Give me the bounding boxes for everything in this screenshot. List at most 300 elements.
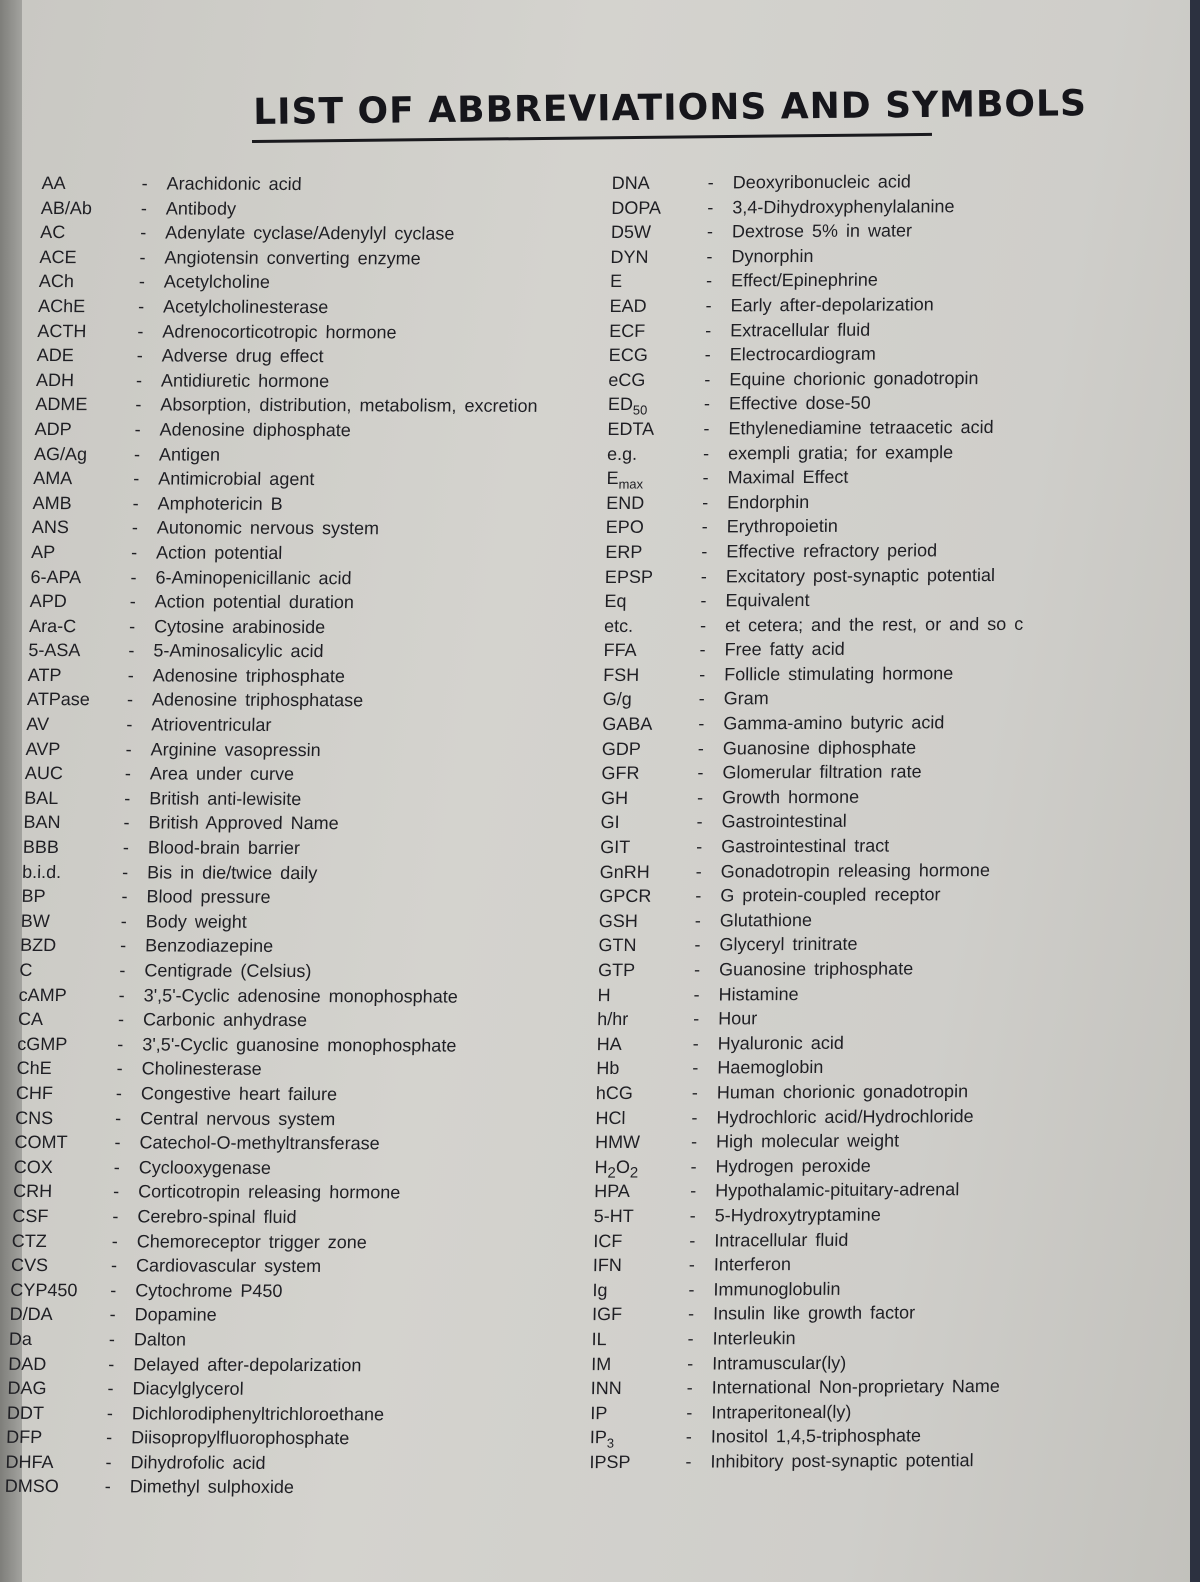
separator-dash: - bbox=[699, 615, 707, 636]
abbreviation-term: $E_{max}$ bbox=[606, 468, 644, 492]
abbreviation-definition: Free fatty acid bbox=[724, 639, 845, 660]
abbreviation-definition: Adrenocorticotropic hormone bbox=[162, 321, 397, 342]
separator-dash: - bbox=[109, 1304, 116, 1325]
abbreviation-definition: Antimicrobial agent bbox=[158, 468, 315, 490]
abbreviation-term: ADH bbox=[35, 369, 75, 390]
abbreviation-definition: Angiotensin converting enzyme bbox=[164, 247, 422, 269]
separator-dash: - bbox=[137, 320, 144, 341]
abbreviation-definition: Benzodiazepine bbox=[144, 935, 274, 957]
separator-dash: - bbox=[123, 812, 130, 833]
abbreviation-definition: Deoxyribonucleic acid bbox=[732, 171, 912, 193]
abbreviation-term: Ig bbox=[592, 1279, 608, 1300]
abbreviation-row bbox=[31, 540, 592, 567]
abbreviation-definition: Hydrochloric acid/Hydrochloride bbox=[716, 1105, 974, 1128]
abbreviation-definition: British Approved Name bbox=[148, 812, 339, 834]
separator-dash: - bbox=[693, 984, 700, 1005]
abbreviation-row bbox=[606, 512, 1166, 540]
abbreviation-definition: Cytosine arabinoside bbox=[153, 616, 326, 637]
abbreviation-row bbox=[23, 810, 584, 837]
abbreviation-definition: Atrioventricular bbox=[151, 714, 272, 735]
abbreviation-definition: Guanosine diphosphate bbox=[722, 737, 917, 759]
abbreviation-row bbox=[35, 392, 596, 419]
abbreviation-definition: Erythropoietin bbox=[726, 516, 839, 537]
abbreviation-column-right bbox=[589, 168, 1172, 1475]
abbreviation-term: C bbox=[19, 959, 33, 980]
separator-dash: - bbox=[117, 1034, 124, 1055]
abbreviation-term: AP bbox=[30, 541, 56, 562]
abbreviation-term: BZD bbox=[19, 935, 57, 956]
abbreviation-term: AUC bbox=[24, 763, 64, 784]
abbreviation-term: AG/Ag bbox=[33, 443, 88, 464]
separator-dash: - bbox=[705, 295, 712, 316]
abbreviation-term: DDT bbox=[6, 1402, 45, 1423]
abbreviation-term: ACTH bbox=[37, 320, 87, 341]
abbreviation-definition: Haemoglobin bbox=[717, 1057, 824, 1078]
separator-dash: - bbox=[137, 296, 145, 317]
separator-dash: - bbox=[135, 370, 143, 391]
abbreviation-term: hCG bbox=[595, 1082, 634, 1104]
page-title: LIST OF ABBREVIATIONS AND SYMBOLS bbox=[253, 83, 1088, 133]
abbreviation-term: CVS bbox=[10, 1255, 49, 1276]
abbreviation-term: ADME bbox=[35, 394, 88, 415]
abbreviation-term: DOPA bbox=[611, 197, 662, 218]
abbreviation-definition: Guanosine triphosphate bbox=[718, 958, 914, 980]
separator-dash: - bbox=[691, 1082, 699, 1103]
abbreviation-term: DAD bbox=[7, 1353, 47, 1374]
separator-dash: - bbox=[104, 1476, 112, 1497]
abbreviation-definition: Hour bbox=[718, 1008, 758, 1029]
separator-dash: - bbox=[128, 616, 136, 637]
abbreviation-definition: Antibody bbox=[165, 198, 237, 219]
abbreviation-definition: Diacylglycerol bbox=[132, 1378, 244, 1399]
abbreviation-row bbox=[12, 1204, 573, 1231]
abbreviation-term: GI bbox=[600, 812, 620, 833]
abbreviation-definition: Diisopropylfluorophosphate bbox=[130, 1427, 350, 1449]
separator-dash: - bbox=[105, 1427, 113, 1448]
separator-dash: - bbox=[127, 665, 135, 686]
separator-dash: - bbox=[706, 246, 713, 267]
abbreviation-definition: Effective dose-50 bbox=[728, 392, 871, 414]
abbreviation-row bbox=[607, 414, 1167, 442]
separator-dash: - bbox=[133, 443, 141, 464]
abbreviation-definition: Area under curve bbox=[149, 763, 295, 785]
abbreviation-definition: Human chorionic gonadotropin bbox=[716, 1081, 969, 1103]
abbreviation-row bbox=[41, 171, 602, 198]
abbreviation-row bbox=[11, 1253, 572, 1280]
abbreviation-term: IL bbox=[591, 1328, 607, 1350]
abbreviation-definition: Cholinesterase bbox=[141, 1058, 262, 1080]
abbreviation-row bbox=[592, 1299, 1152, 1327]
abbreviation-definition: Glyceryl trinitrate bbox=[719, 934, 858, 955]
abbreviation-definition: Growth hormone bbox=[721, 786, 860, 808]
abbreviation-term: GDP bbox=[601, 738, 642, 759]
abbreviation-row bbox=[7, 1401, 568, 1428]
abbreviation-term: eCG bbox=[608, 369, 646, 390]
abbreviation-row bbox=[9, 1327, 570, 1354]
abbreviation-row bbox=[598, 931, 1158, 959]
abbreviation-definition: Dalton bbox=[133, 1329, 187, 1350]
abbreviation-term: e.g. bbox=[606, 443, 638, 464]
abbreviation-row bbox=[25, 737, 586, 764]
abbreviation-row bbox=[20, 909, 581, 936]
abbreviation-row bbox=[609, 340, 1169, 368]
abbreviation-row bbox=[596, 1078, 1156, 1106]
abbreviation-definition: Hyaluronic acid bbox=[717, 1032, 844, 1054]
abbreviation-definition: Hypothalamic-pituitary-adrenal bbox=[715, 1179, 960, 1201]
abbreviation-definition: Ethylenediamine tetraacetic acid bbox=[728, 416, 994, 439]
abbreviation-row bbox=[594, 1177, 1154, 1205]
separator-dash: - bbox=[121, 886, 128, 907]
abbreviation-term: Eq bbox=[604, 591, 627, 612]
abbreviation-definition: Adenosine diphosphate bbox=[159, 419, 352, 441]
abbreviation-definition: Delayed after-depolarization bbox=[132, 1353, 362, 1375]
abbreviation-definition: Antidiuretic hormone bbox=[160, 370, 330, 391]
abbreviation-definition: Centigrade (Celsius) bbox=[144, 960, 312, 982]
abbreviation-row bbox=[600, 857, 1160, 885]
abbreviation-definition: Antigen bbox=[158, 443, 221, 465]
abbreviation-definition: Bis in die/twice daily bbox=[146, 862, 318, 883]
abbreviation-definition: Cardiovascular system bbox=[135, 1255, 322, 1277]
abbreviation-term: FSH bbox=[603, 664, 640, 685]
separator-dash: - bbox=[704, 344, 711, 365]
abbreviation-row bbox=[591, 1324, 1151, 1352]
abbreviation-definition: Autonomic nervous system bbox=[156, 517, 380, 539]
abbreviation-term: 5-HT bbox=[593, 1205, 634, 1227]
separator-dash: - bbox=[689, 1230, 696, 1251]
abbreviation-term: BAN bbox=[23, 812, 61, 833]
abbreviation-row bbox=[610, 266, 1170, 294]
abbreviation-term: 6-APA bbox=[30, 566, 82, 587]
separator-dash: - bbox=[107, 1378, 114, 1399]
separator-dash: - bbox=[696, 836, 703, 857]
abbreviation-row bbox=[9, 1302, 570, 1329]
abbreviation-row bbox=[602, 709, 1162, 737]
separator-dash: - bbox=[690, 1131, 698, 1152]
abbreviation-row bbox=[601, 758, 1161, 786]
separator-dash: - bbox=[690, 1180, 697, 1201]
separator-dash: - bbox=[705, 320, 712, 341]
separator-dash: - bbox=[697, 738, 705, 759]
abbreviation-row bbox=[606, 488, 1166, 516]
abbreviation-row bbox=[18, 983, 579, 1010]
separator-dash: - bbox=[693, 1008, 700, 1029]
separator-dash: - bbox=[125, 738, 132, 760]
abbreviation-row bbox=[27, 663, 588, 690]
abbreviation-definition: Excitatory post-synaptic potential bbox=[725, 564, 996, 586]
abbreviation-row bbox=[599, 881, 1159, 909]
abbreviation-term: HPA bbox=[594, 1181, 631, 1202]
abbreviation-term: ECF bbox=[609, 320, 646, 341]
abbreviation-definition: exempli gratia; for example bbox=[727, 441, 954, 463]
separator-dash: - bbox=[699, 664, 706, 685]
separator-dash: - bbox=[132, 493, 139, 514]
separator-dash: - bbox=[129, 591, 137, 612]
abbreviation-term: AB/Ab bbox=[40, 197, 93, 218]
abbreviation-term: AV bbox=[26, 714, 50, 735]
abbreviation-term: EDTA bbox=[607, 418, 655, 439]
abbreviation-row bbox=[595, 1103, 1155, 1131]
abbreviation-term: FFA bbox=[603, 640, 637, 661]
abbreviation-row bbox=[13, 1155, 574, 1182]
abbreviation-definition: Congestive heart failure bbox=[140, 1083, 338, 1105]
abbreviation-term: EPO bbox=[605, 517, 644, 538]
separator-dash: - bbox=[687, 1328, 694, 1349]
separator-dash: - bbox=[110, 1279, 117, 1301]
abbreviation-row bbox=[605, 537, 1165, 565]
abbreviation-term: 5-ASA bbox=[28, 640, 81, 661]
abbreviation-term: b.i.d. bbox=[21, 861, 62, 882]
abbreviation-definition: Immunoglobulin bbox=[713, 1278, 841, 1300]
separator-dash: - bbox=[696, 787, 704, 808]
separator-dash: - bbox=[114, 1132, 121, 1153]
abbreviation-definition: Extracellular fluid bbox=[730, 319, 871, 340]
abbreviation-row bbox=[591, 1373, 1151, 1401]
abbreviation-term: GPCR bbox=[599, 886, 652, 907]
abbreviation-term: BW bbox=[20, 910, 51, 931]
abbreviation-definition: Carbonic anhydrase bbox=[142, 1009, 308, 1031]
abbreviation-definition: Gastrointestinal bbox=[721, 811, 847, 832]
separator-dash: - bbox=[690, 1156, 697, 1177]
abbreviation-term: ADE bbox=[36, 345, 75, 366]
abbreviation-row bbox=[594, 1152, 1154, 1180]
abbreviation-definition: 3',5'-Cyclic guanosine monophosphate bbox=[142, 1034, 457, 1056]
abbreviation-definition: Histamine bbox=[718, 983, 799, 1005]
separator-dash: - bbox=[112, 1206, 119, 1227]
abbreviation-term: ACh bbox=[38, 271, 75, 292]
abbreviation-definition: Absorption, distribution, metabolism, excretion bbox=[160, 394, 538, 417]
abbreviation-definition: Intracellular fluid bbox=[714, 1229, 849, 1251]
separator-dash: - bbox=[704, 369, 711, 390]
abbreviation-definition: Blood-brain barrier bbox=[147, 837, 301, 859]
abbreviation-row bbox=[15, 1105, 576, 1132]
abbreviation-term: BP bbox=[21, 886, 46, 907]
abbreviation-definition: Dopamine bbox=[134, 1304, 217, 1325]
abbreviation-row bbox=[601, 783, 1161, 811]
separator-dash: - bbox=[122, 837, 130, 858]
abbreviation-row bbox=[39, 269, 600, 296]
separator-dash: - bbox=[691, 1107, 698, 1128]
abbreviation-definition: Effective refractory period bbox=[726, 540, 938, 562]
abbreviation-term: CTZ bbox=[11, 1230, 48, 1251]
abbreviation-row bbox=[18, 1007, 579, 1034]
abbreviation-term: cGMP bbox=[17, 1033, 68, 1054]
abbreviation-row bbox=[10, 1278, 571, 1305]
abbreviation-row bbox=[23, 835, 584, 862]
abbreviation-row bbox=[605, 562, 1165, 590]
abbreviation-row bbox=[606, 463, 1166, 491]
separator-dash: - bbox=[688, 1254, 696, 1275]
separator-dash: - bbox=[696, 811, 703, 833]
abbreviation-row bbox=[34, 442, 595, 469]
separator-dash: - bbox=[701, 516, 708, 537]
abbreviation-definition: Amphotericin B bbox=[157, 493, 283, 514]
abbreviation-definition: Intraperitoneal(ly) bbox=[711, 1401, 852, 1423]
separator-dash: - bbox=[694, 910, 702, 931]
abbreviation-definition: Dynorphin bbox=[731, 245, 814, 267]
abbreviation-term: CSF bbox=[12, 1205, 49, 1226]
abbreviation-term: HCl bbox=[595, 1107, 626, 1128]
abbreviation-term: COMT bbox=[14, 1132, 68, 1153]
abbreviation-row bbox=[30, 564, 591, 591]
separator-dash: - bbox=[686, 1402, 693, 1423]
abbreviation-term: GH bbox=[600, 787, 629, 808]
abbreviation-row bbox=[34, 417, 595, 444]
separator-dash: - bbox=[692, 1057, 699, 1078]
separator-dash: - bbox=[686, 1377, 693, 1398]
abbreviation-definition: Catechol-O-methyltransferase bbox=[139, 1132, 380, 1154]
abbreviation-row bbox=[7, 1376, 568, 1403]
abbreviation-term: H bbox=[597, 984, 611, 1005]
separator-dash: - bbox=[120, 911, 128, 932]
abbreviation-definition: Dimethyl sulphoxide bbox=[129, 1476, 295, 1498]
separator-dash: - bbox=[128, 640, 135, 661]
abbreviation-term: GIT bbox=[600, 836, 631, 858]
abbreviation-row bbox=[599, 906, 1159, 934]
abbreviation-term: etc. bbox=[603, 615, 634, 636]
abbreviation-definition: 5-Aminosalicylic acid bbox=[153, 640, 324, 662]
abbreviation-definition: Effect/Epinephrine bbox=[730, 269, 879, 291]
abbreviation-row bbox=[11, 1228, 572, 1255]
abbreviation-row bbox=[41, 196, 602, 223]
abbreviation-term: BBB bbox=[22, 836, 60, 858]
separator-dash: - bbox=[698, 688, 705, 710]
abbreviation-term: APD bbox=[29, 591, 68, 612]
separator-dash: - bbox=[134, 419, 141, 440]
abbreviation-row bbox=[608, 365, 1168, 393]
separator-dash: - bbox=[700, 590, 707, 611]
abbreviation-row bbox=[607, 439, 1167, 467]
abbreviation-row bbox=[27, 687, 588, 714]
abbreviation-row bbox=[590, 1422, 1150, 1450]
abbreviation-row bbox=[604, 586, 1164, 614]
separator-dash: - bbox=[698, 713, 705, 734]
abbreviation-row bbox=[16, 1081, 577, 1108]
abbreviation-definition: Electrocardiogram bbox=[729, 343, 877, 365]
separator-dash: - bbox=[697, 762, 704, 783]
abbreviation-definition: G protein-coupled receptor bbox=[720, 884, 941, 906]
abbreviation-term: GTN bbox=[598, 935, 637, 956]
abbreviation-term: DMSO bbox=[4, 1476, 60, 1497]
separator-dash: - bbox=[139, 247, 146, 268]
abbreviation-term: E bbox=[609, 271, 623, 292]
abbreviation-definition: Early after-depolarization bbox=[730, 294, 934, 316]
abbreviation-row bbox=[597, 1004, 1157, 1032]
abbreviation-row bbox=[597, 1029, 1157, 1057]
separator-dash: - bbox=[106, 1402, 114, 1423]
abbreviation-row bbox=[600, 808, 1160, 836]
separator-dash: - bbox=[685, 1426, 693, 1447]
abbreviation-term: ChE bbox=[16, 1058, 52, 1079]
abbreviation-row bbox=[32, 515, 593, 542]
separator-dash: - bbox=[702, 443, 710, 464]
abbreviation-term: cAMP bbox=[18, 984, 68, 1005]
abbreviation-row bbox=[29, 589, 590, 616]
abbreviation-definition: Maximal Effect bbox=[727, 466, 849, 488]
abbreviation-row bbox=[36, 368, 597, 395]
abbreviation-definition: et cetera; and the rest, or and so c bbox=[724, 613, 1024, 636]
abbreviation-term: IFN bbox=[592, 1255, 623, 1276]
abbreviation-row bbox=[26, 712, 587, 739]
separator-dash: - bbox=[695, 885, 702, 906]
separator-dash: - bbox=[119, 935, 127, 956]
abbreviation-row bbox=[16, 1056, 577, 1083]
abbreviation-row bbox=[13, 1179, 574, 1206]
abbreviation-term: ICF bbox=[593, 1230, 623, 1251]
separator-dash: - bbox=[702, 467, 709, 488]
abbreviation-term: $ED_{50}$ bbox=[607, 394, 648, 418]
abbreviation-term: AC bbox=[39, 222, 66, 243]
abbreviation-term: GnRH bbox=[599, 861, 650, 882]
abbreviation-term: IM bbox=[591, 1353, 612, 1374]
abbreviation-definition: Equine chorionic gonadotropin bbox=[729, 367, 979, 390]
abbreviation-term: D/DA bbox=[9, 1304, 53, 1325]
abbreviation-term: EAD bbox=[609, 295, 647, 316]
abbreviation-term: GSH bbox=[598, 910, 639, 931]
abbreviation-row bbox=[21, 884, 582, 911]
separator-dash: - bbox=[110, 1255, 118, 1276]
abbreviation-definition: International Non-proprietary Name bbox=[711, 1376, 1001, 1398]
abbreviation-definition: Adverse drug effect bbox=[161, 345, 324, 367]
abbreviation-term: ATPase bbox=[26, 689, 91, 710]
separator-dash: - bbox=[114, 1107, 122, 1128]
abbreviation-definition: Equivalent bbox=[725, 590, 810, 611]
abbreviation-row bbox=[604, 611, 1164, 639]
abbreviation-definition: Dichlorodiphenyltrichloroethane bbox=[131, 1403, 385, 1425]
abbreviation-row bbox=[20, 933, 581, 960]
abbreviation-term: CA bbox=[17, 1009, 44, 1030]
abbreviation-term: GFR bbox=[601, 763, 640, 784]
abbreviation-row bbox=[22, 860, 583, 887]
separator-dash: - bbox=[119, 960, 126, 981]
separator-dash: - bbox=[113, 1157, 121, 1178]
abbreviation-row bbox=[602, 734, 1162, 762]
abbreviation-term: DHFA bbox=[5, 1451, 54, 1472]
abbreviation-row bbox=[38, 294, 599, 321]
abbreviation-row bbox=[609, 316, 1169, 344]
abbreviation-definition: Endorphin bbox=[727, 491, 810, 513]
abbreviation-row bbox=[611, 217, 1171, 245]
abbreviation-definition: Adenosine triphosphatase bbox=[151, 689, 364, 711]
abbreviation-row bbox=[19, 958, 580, 985]
separator-dash: - bbox=[685, 1451, 692, 1472]
abbreviation-row bbox=[589, 1447, 1149, 1475]
separator-dash: - bbox=[115, 1083, 123, 1104]
abbreviation-row bbox=[14, 1130, 575, 1157]
separator-dash: - bbox=[694, 934, 701, 955]
abbreviation-row bbox=[596, 1054, 1156, 1082]
abbreviation-definition: Dihydrofolic acid bbox=[130, 1452, 266, 1473]
separator-dash: - bbox=[138, 271, 146, 292]
separator-dash: - bbox=[706, 221, 714, 242]
abbreviation-term: ERP bbox=[605, 541, 643, 562]
abbreviation-term: ACE bbox=[39, 246, 77, 267]
abbreviation-row bbox=[603, 660, 1163, 688]
abbreviation-definition: Adenylate cyclase/Adenylyl cyclase bbox=[164, 222, 455, 244]
abbreviation-row bbox=[590, 1398, 1150, 1426]
abbreviation-row bbox=[8, 1351, 569, 1378]
abbreviation-definition: Chemoreceptor trigger zone bbox=[136, 1230, 368, 1252]
separator-dash: - bbox=[687, 1303, 695, 1324]
separator-dash: - bbox=[123, 788, 131, 809]
abbreviation-term: DYN bbox=[610, 246, 649, 267]
separator-dash: - bbox=[707, 197, 714, 218]
abbreviation-row bbox=[39, 245, 600, 272]
abbreviation-row bbox=[40, 220, 601, 247]
separator-dash: - bbox=[130, 542, 138, 563]
abbreviation-definition: Hydrogen peroxide bbox=[715, 1155, 871, 1177]
abbreviation-definition: British anti-lewisite bbox=[148, 788, 302, 809]
abbreviation-term: DAG bbox=[7, 1377, 47, 1399]
